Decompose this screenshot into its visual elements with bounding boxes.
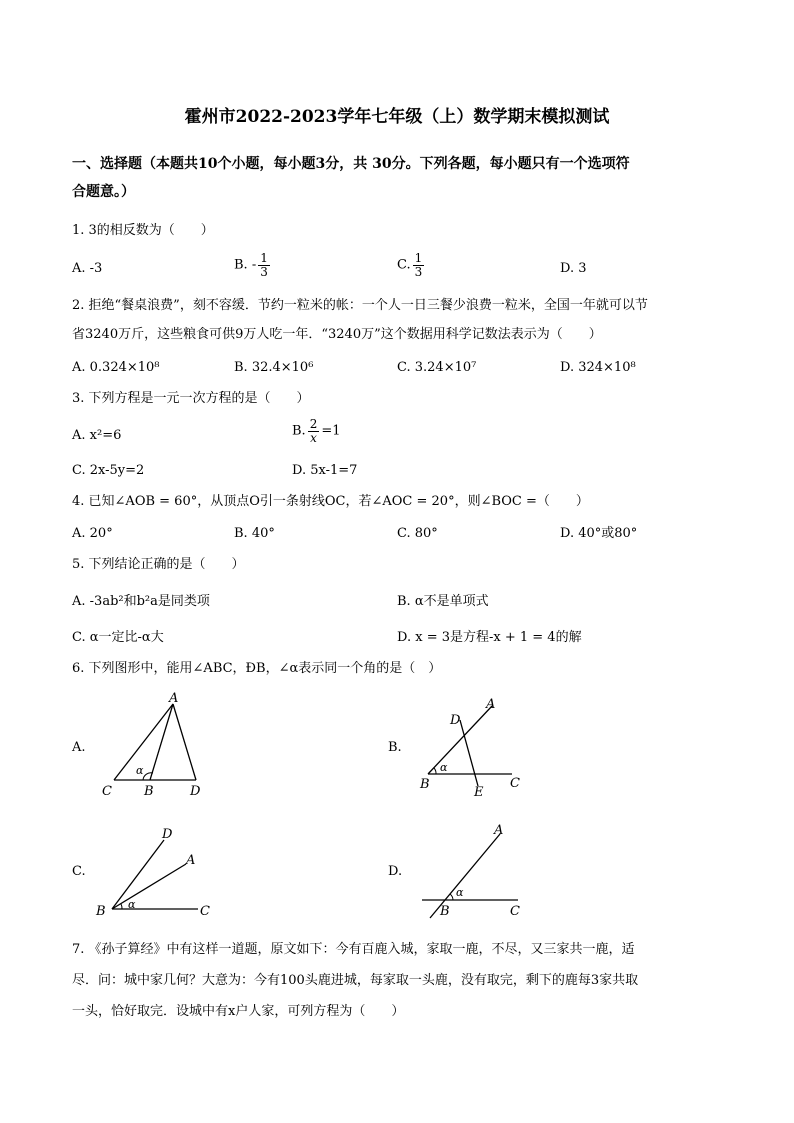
- label-D: D: [450, 713, 461, 728]
- q4-stem: 4. 已知∠AOB = 60°，从顶点O引一条射线OC，若∠AOC = 20°，则∠BOC =（ ）: [72, 494, 589, 509]
- label-C: C: [102, 784, 112, 799]
- label-B: B: [440, 904, 450, 919]
- q3-option-a: A. x²=6: [72, 428, 122, 443]
- q3-option-c: C. 2x-5y=2: [72, 463, 145, 478]
- label-alpha: α: [440, 761, 448, 774]
- q7-stem-line1: 7. 《孙子算经》中有这样一道题，原文如下：今有百鹿入城，家取一鹿，不尽，又三家共一鹿，适: [72, 942, 635, 957]
- q1-option-b: B. - $\frac{1}{3}$: [234, 251, 268, 279]
- label-alpha: α: [456, 886, 464, 899]
- q5-option-b: B. α不是单项式: [397, 594, 489, 609]
- label-alpha: α: [136, 764, 144, 777]
- q1-option-a: A. -3: [72, 261, 103, 276]
- q7-stem-line2: 尽．问：城中家几何？大意为：今有100头鹿进城，每家取一头鹿，没有取完，剩下的鹿每3家共取: [72, 973, 639, 988]
- label-D: D: [190, 784, 201, 799]
- q6-figure-c: [94, 824, 224, 924]
- label-C: C: [510, 776, 520, 791]
- q2-option-a: A. 0.324×10⁸: [72, 360, 160, 375]
- q5-option-c: C. α一定比-α大: [72, 630, 164, 645]
- q1-stem: 1. 3的相反数为（ ）: [72, 223, 214, 238]
- q3-option-b: B. $\frac{2}{x}$ =1: [292, 417, 341, 445]
- label-A: A: [494, 823, 504, 838]
- q6-option-d-label: D.: [388, 864, 403, 879]
- label-C: C: [510, 904, 520, 919]
- label-B: B: [96, 904, 106, 919]
- q6-figure-a: [98, 690, 218, 802]
- label-A: A: [169, 691, 179, 706]
- label-D: D: [162, 827, 173, 842]
- q7-stem-line3: 一头，恰好取完．设城中有x户人家，可列方程为（ ）: [72, 1004, 405, 1019]
- q2-option-c: C. 3.24×10⁷: [397, 360, 477, 375]
- q2-stem-line2: 省3240万斤，这些粮食可供9万人吃一年．“3240万”这个数据用科学记数法表示为（ ）: [72, 327, 602, 342]
- q2-option-b: B. 32.4×10⁶: [234, 360, 314, 375]
- q2-option-d: D. 324×10⁸: [560, 360, 636, 375]
- q3-stem: 3. 下列方程是一元一次方程的是（ ）: [72, 391, 310, 406]
- label-B: B: [420, 777, 430, 792]
- q6-option-c-label: C.: [72, 864, 86, 879]
- label-A: A: [186, 853, 196, 868]
- label-alpha: α: [128, 898, 136, 911]
- q5-option-a: A. -3ab²和b²a是同类项: [72, 594, 210, 609]
- q5-option-d: D. x = 3是方程-x + 1 = 4的解: [397, 630, 582, 645]
- section-heading-line1: 一、选择题（本题共10个小题，每小题3分，共 30分。下列各题，每小题只有一个选项符: [72, 156, 630, 172]
- q5-stem: 5. 下列结论正确的是（ ）: [72, 557, 245, 572]
- q4-option-b: B. 40°: [234, 526, 275, 541]
- label-A: A: [486, 697, 496, 712]
- q6-option-b-label: B.: [388, 740, 402, 755]
- q6-option-a-label: A.: [72, 740, 86, 755]
- q3-option-d: D. 5x-1=7: [292, 463, 358, 478]
- page-title: 霍州市2022-2023学年七年级（上）数学期末模拟测试: [184, 107, 610, 127]
- section-heading-line2: 合题意。）: [72, 184, 135, 200]
- q1-option-c: C. $\frac{1}{3}$: [397, 251, 423, 279]
- q4-option-a: A. 20°: [72, 526, 113, 541]
- q6-figure-b: [412, 694, 532, 798]
- label-C: C: [200, 904, 210, 919]
- q4-option-c: C. 80°: [397, 526, 438, 541]
- q6-stem: 6. 下列图形中，能用∠ABC，ÐB，∠α表示同一个角的是（ ）: [72, 661, 442, 676]
- label-B: B: [144, 784, 154, 799]
- q2-stem-line1: 2. 拒绝“餐桌浪费”，刻不容缓．节约一粒米的帐：一个人一日三餐少浪费一粒米，全国一年就可以节: [72, 298, 648, 313]
- label-E: E: [474, 785, 484, 798]
- q4-option-d: D. 40°或80°: [560, 526, 638, 541]
- q1-option-d: D. 3: [560, 261, 587, 276]
- q6-figure-d: [418, 820, 538, 924]
